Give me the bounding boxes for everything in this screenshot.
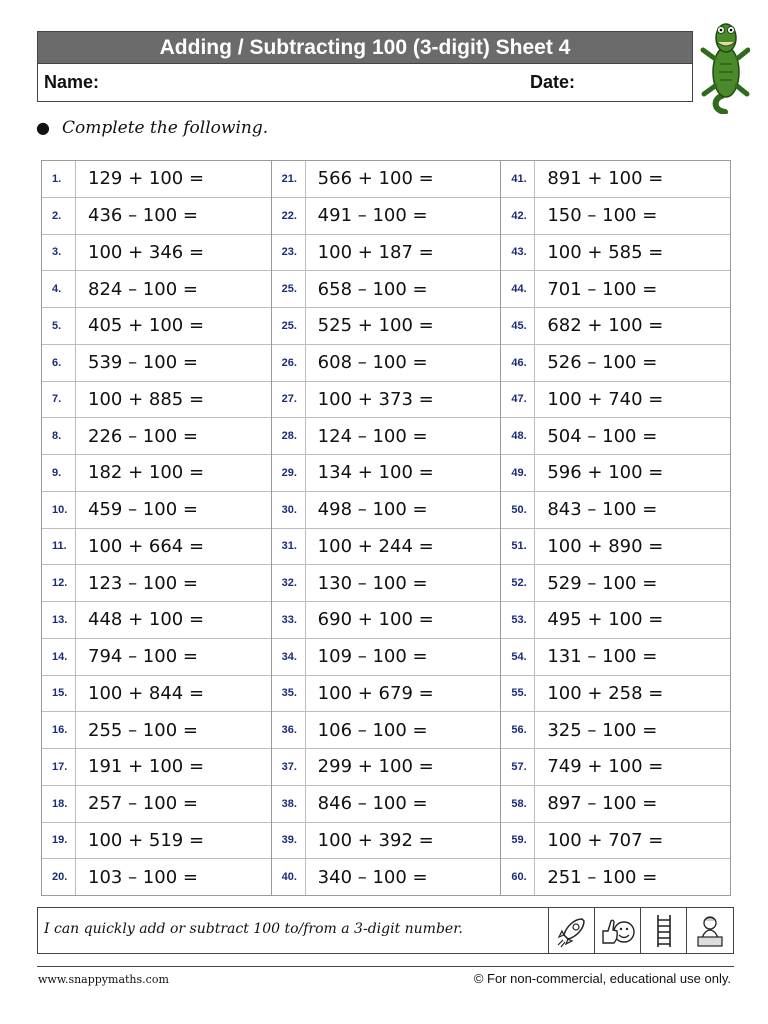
question-row <box>501 492 730 529</box>
question-text: 131 – 100 = <box>547 646 658 668</box>
question-row <box>272 235 501 272</box>
question-row <box>501 639 730 676</box>
question-number: 46. <box>501 345 535 381</box>
question-grid <box>41 160 731 896</box>
question-text: 100 + 885 = <box>88 388 205 410</box>
question-number: 11. <box>42 529 76 565</box>
question-number: 30. <box>272 492 306 528</box>
question-text: 690 + 100 = <box>317 609 434 631</box>
question-text: 130 – 100 = <box>317 572 428 594</box>
question-row <box>42 271 271 308</box>
question-row <box>501 345 730 382</box>
question-number: 49. <box>501 455 535 491</box>
question-row <box>42 786 271 823</box>
question-number: 20. <box>42 859 76 895</box>
question-number: 6. <box>42 345 76 381</box>
question-row <box>501 565 730 602</box>
question-text: 299 + 100 = <box>317 756 434 778</box>
question-text: 100 + 187 = <box>317 241 434 263</box>
question-row <box>42 308 271 345</box>
question-number: 26. <box>272 345 306 381</box>
question-row <box>272 418 501 455</box>
question-number: 58. <box>501 786 535 822</box>
question-text: 448 + 100 = <box>88 609 205 631</box>
question-text: 100 + 679 = <box>317 682 434 704</box>
question-number: 31. <box>272 529 306 565</box>
question-row <box>501 308 730 345</box>
question-number: 48. <box>501 418 535 454</box>
ladder-icon[interactable] <box>640 908 687 953</box>
question-number: 5. <box>42 308 76 344</box>
question-number: 53. <box>501 602 535 638</box>
question-row <box>272 786 501 823</box>
question-text: 182 + 100 = <box>88 462 205 484</box>
question-number: 32. <box>272 565 306 601</box>
question-row <box>501 198 730 235</box>
question-number: 27. <box>272 382 306 418</box>
question-text: 255 – 100 = <box>88 719 198 741</box>
question-row <box>501 859 730 895</box>
question-text: 794 – 100 = <box>88 646 198 668</box>
website-link[interactable]: www.snappymaths.com <box>38 973 169 986</box>
question-text: 504 – 100 = <box>547 425 658 447</box>
question-row <box>272 492 501 529</box>
question-text: 100 + 740 = <box>547 388 664 410</box>
question-text: 539 – 100 = <box>88 352 198 374</box>
question-row <box>501 455 730 492</box>
question-number: 43. <box>501 235 535 271</box>
question-row <box>272 565 501 602</box>
question-row <box>272 161 501 198</box>
question-number: 33. <box>272 602 306 638</box>
question-number: 7. <box>42 382 76 418</box>
question-text: 123 – 100 = <box>88 572 198 594</box>
question-text: 682 + 100 = <box>547 315 664 337</box>
question-number: 25. <box>272 308 306 344</box>
question-number: 52. <box>501 565 535 601</box>
question-row <box>42 602 271 639</box>
question-text: 129 + 100 = <box>88 168 205 190</box>
copyright-notice: © For non-commercial, educational use only. <box>473 971 731 986</box>
question-text: 103 – 100 = <box>88 866 198 888</box>
question-row <box>42 565 271 602</box>
question-row <box>42 859 271 895</box>
question-text: 405 + 100 = <box>88 315 205 337</box>
question-column-3 <box>501 161 730 895</box>
question-row <box>272 712 501 749</box>
question-row <box>42 712 271 749</box>
question-text: 100 + 244 = <box>317 535 434 557</box>
question-number: 19. <box>42 823 76 859</box>
question-text: 491 – 100 = <box>317 205 428 227</box>
question-row <box>272 602 501 639</box>
question-text: 109 – 100 = <box>317 646 428 668</box>
question-row <box>42 198 271 235</box>
question-text: 436 – 100 = <box>88 205 198 227</box>
question-number: 40. <box>272 859 306 895</box>
footer-divider <box>37 966 734 967</box>
question-row <box>42 345 271 382</box>
name-label: Name: <box>44 72 100 92</box>
question-number: 21. <box>272 161 306 197</box>
name-date-row <box>37 64 693 102</box>
question-number: 23. <box>272 235 306 271</box>
question-row <box>42 529 271 566</box>
question-row <box>272 676 501 713</box>
crocodile-icon <box>700 20 750 114</box>
question-number: 16. <box>42 712 76 748</box>
question-row <box>501 749 730 786</box>
question-row <box>501 271 730 308</box>
question-row <box>501 676 730 713</box>
question-text: 251 – 100 = <box>547 866 658 888</box>
question-text: 100 + 707 = <box>547 829 664 851</box>
question-text: 846 – 100 = <box>317 793 428 815</box>
question-text: 701 – 100 = <box>547 278 658 300</box>
question-text: 134 + 100 = <box>317 462 434 484</box>
question-text: 566 + 100 = <box>317 168 434 190</box>
question-number: 55. <box>501 676 535 712</box>
question-number: 13. <box>42 602 76 638</box>
self-assessment-box <box>37 907 734 954</box>
question-text: 658 – 100 = <box>317 278 428 300</box>
date-label: Date: <box>530 72 576 92</box>
question-row <box>42 418 271 455</box>
question-number: 2. <box>42 198 76 234</box>
instruction-text: Complete the following. <box>61 118 269 138</box>
question-text: 100 + 585 = <box>547 241 664 263</box>
question-row <box>501 602 730 639</box>
question-number: 12. <box>42 565 76 601</box>
question-number: 35. <box>272 676 306 712</box>
question-text: 340 – 100 = <box>317 866 428 888</box>
question-text: 596 + 100 = <box>547 462 664 484</box>
teacher-icon[interactable] <box>686 908 733 953</box>
question-number: 17. <box>42 749 76 785</box>
worksheet-title: Adding / Subtracting 100 (3-digit) Sheet 4 <box>37 31 693 64</box>
question-number: 54. <box>501 639 535 675</box>
question-text: 459 – 100 = <box>88 499 198 521</box>
question-number: 18. <box>42 786 76 822</box>
question-number: 50. <box>501 492 535 528</box>
question-number: 15. <box>42 676 76 712</box>
learning-statement: I can quickly add or subtract 100 to/from a 3-digit number. <box>44 921 463 937</box>
question-text: 100 + 373 = <box>317 388 434 410</box>
question-number: 36. <box>272 712 306 748</box>
question-number: 29. <box>272 455 306 491</box>
question-number: 45. <box>501 308 535 344</box>
question-text: 100 + 844 = <box>88 682 205 704</box>
question-text: 257 – 100 = <box>88 793 198 815</box>
question-row <box>501 529 730 566</box>
question-row <box>272 529 501 566</box>
question-number: 47. <box>501 382 535 418</box>
question-number: 56. <box>501 712 535 748</box>
question-number: 25. <box>272 271 306 307</box>
question-text: 749 + 100 = <box>547 756 664 778</box>
question-text: 106 – 100 = <box>317 719 428 741</box>
question-text: 529 – 100 = <box>547 572 658 594</box>
question-number: 4. <box>42 271 76 307</box>
question-number: 14. <box>42 639 76 675</box>
question-text: 498 – 100 = <box>317 499 428 521</box>
question-column-2 <box>272 161 502 895</box>
question-row <box>42 382 271 419</box>
question-number: 41. <box>501 161 535 197</box>
question-row <box>272 455 501 492</box>
question-text: 100 + 258 = <box>547 682 664 704</box>
question-row <box>42 492 271 529</box>
question-row <box>501 823 730 860</box>
question-number: 38. <box>272 786 306 822</box>
question-row <box>42 676 271 713</box>
question-number: 8. <box>42 418 76 454</box>
question-number: 34. <box>272 639 306 675</box>
instruction <box>36 118 268 138</box>
question-row <box>272 308 501 345</box>
question-number: 44. <box>501 271 535 307</box>
question-text: 100 + 519 = <box>88 829 205 851</box>
bullet: ● <box>36 118 50 137</box>
question-number: 3. <box>42 235 76 271</box>
question-row <box>501 235 730 272</box>
question-row <box>272 271 501 308</box>
question-text: 100 + 392 = <box>317 829 434 851</box>
question-row <box>501 418 730 455</box>
question-row <box>272 823 501 860</box>
question-row <box>42 455 271 492</box>
question-row <box>272 859 501 895</box>
question-number: 10. <box>42 492 76 528</box>
question-row <box>272 198 501 235</box>
question-text: 191 + 100 = <box>88 756 205 778</box>
question-text: 824 – 100 = <box>88 278 198 300</box>
question-text: 608 – 100 = <box>317 352 428 374</box>
question-row <box>501 382 730 419</box>
question-row <box>42 749 271 786</box>
question-number: 60. <box>501 859 535 895</box>
question-text: 526 – 100 = <box>547 352 658 374</box>
question-row <box>42 235 271 272</box>
rocket-icon[interactable] <box>548 908 595 953</box>
question-number: 57. <box>501 749 535 785</box>
question-text: 897 – 100 = <box>547 793 658 815</box>
question-column-1 <box>42 161 272 895</box>
thumbs-up-icon[interactable] <box>594 908 641 953</box>
question-row <box>501 786 730 823</box>
question-row <box>42 161 271 198</box>
question-number: 59. <box>501 823 535 859</box>
question-number: 39. <box>272 823 306 859</box>
question-row <box>42 823 271 860</box>
question-text: 100 + 346 = <box>88 241 205 263</box>
question-text: 226 – 100 = <box>88 425 198 447</box>
question-row <box>501 712 730 749</box>
question-row <box>272 345 501 382</box>
question-text: 891 + 100 = <box>547 168 664 190</box>
question-text: 525 + 100 = <box>317 315 434 337</box>
question-number: 37. <box>272 749 306 785</box>
question-number: 42. <box>501 198 535 234</box>
question-text: 100 + 890 = <box>547 535 664 557</box>
question-row <box>272 639 501 676</box>
question-row <box>272 382 501 419</box>
question-row <box>272 749 501 786</box>
question-text: 124 – 100 = <box>317 425 428 447</box>
question-number: 22. <box>272 198 306 234</box>
question-text: 150 – 100 = <box>547 205 658 227</box>
question-row <box>501 161 730 198</box>
question-text: 325 – 100 = <box>547 719 658 741</box>
question-text: 843 – 100 = <box>547 499 658 521</box>
question-number: 9. <box>42 455 76 491</box>
question-number: 1. <box>42 161 76 197</box>
question-number: 51. <box>501 529 535 565</box>
question-number: 28. <box>272 418 306 454</box>
question-row <box>42 639 271 676</box>
question-text: 495 + 100 = <box>547 609 664 631</box>
question-text: 100 + 664 = <box>88 535 205 557</box>
